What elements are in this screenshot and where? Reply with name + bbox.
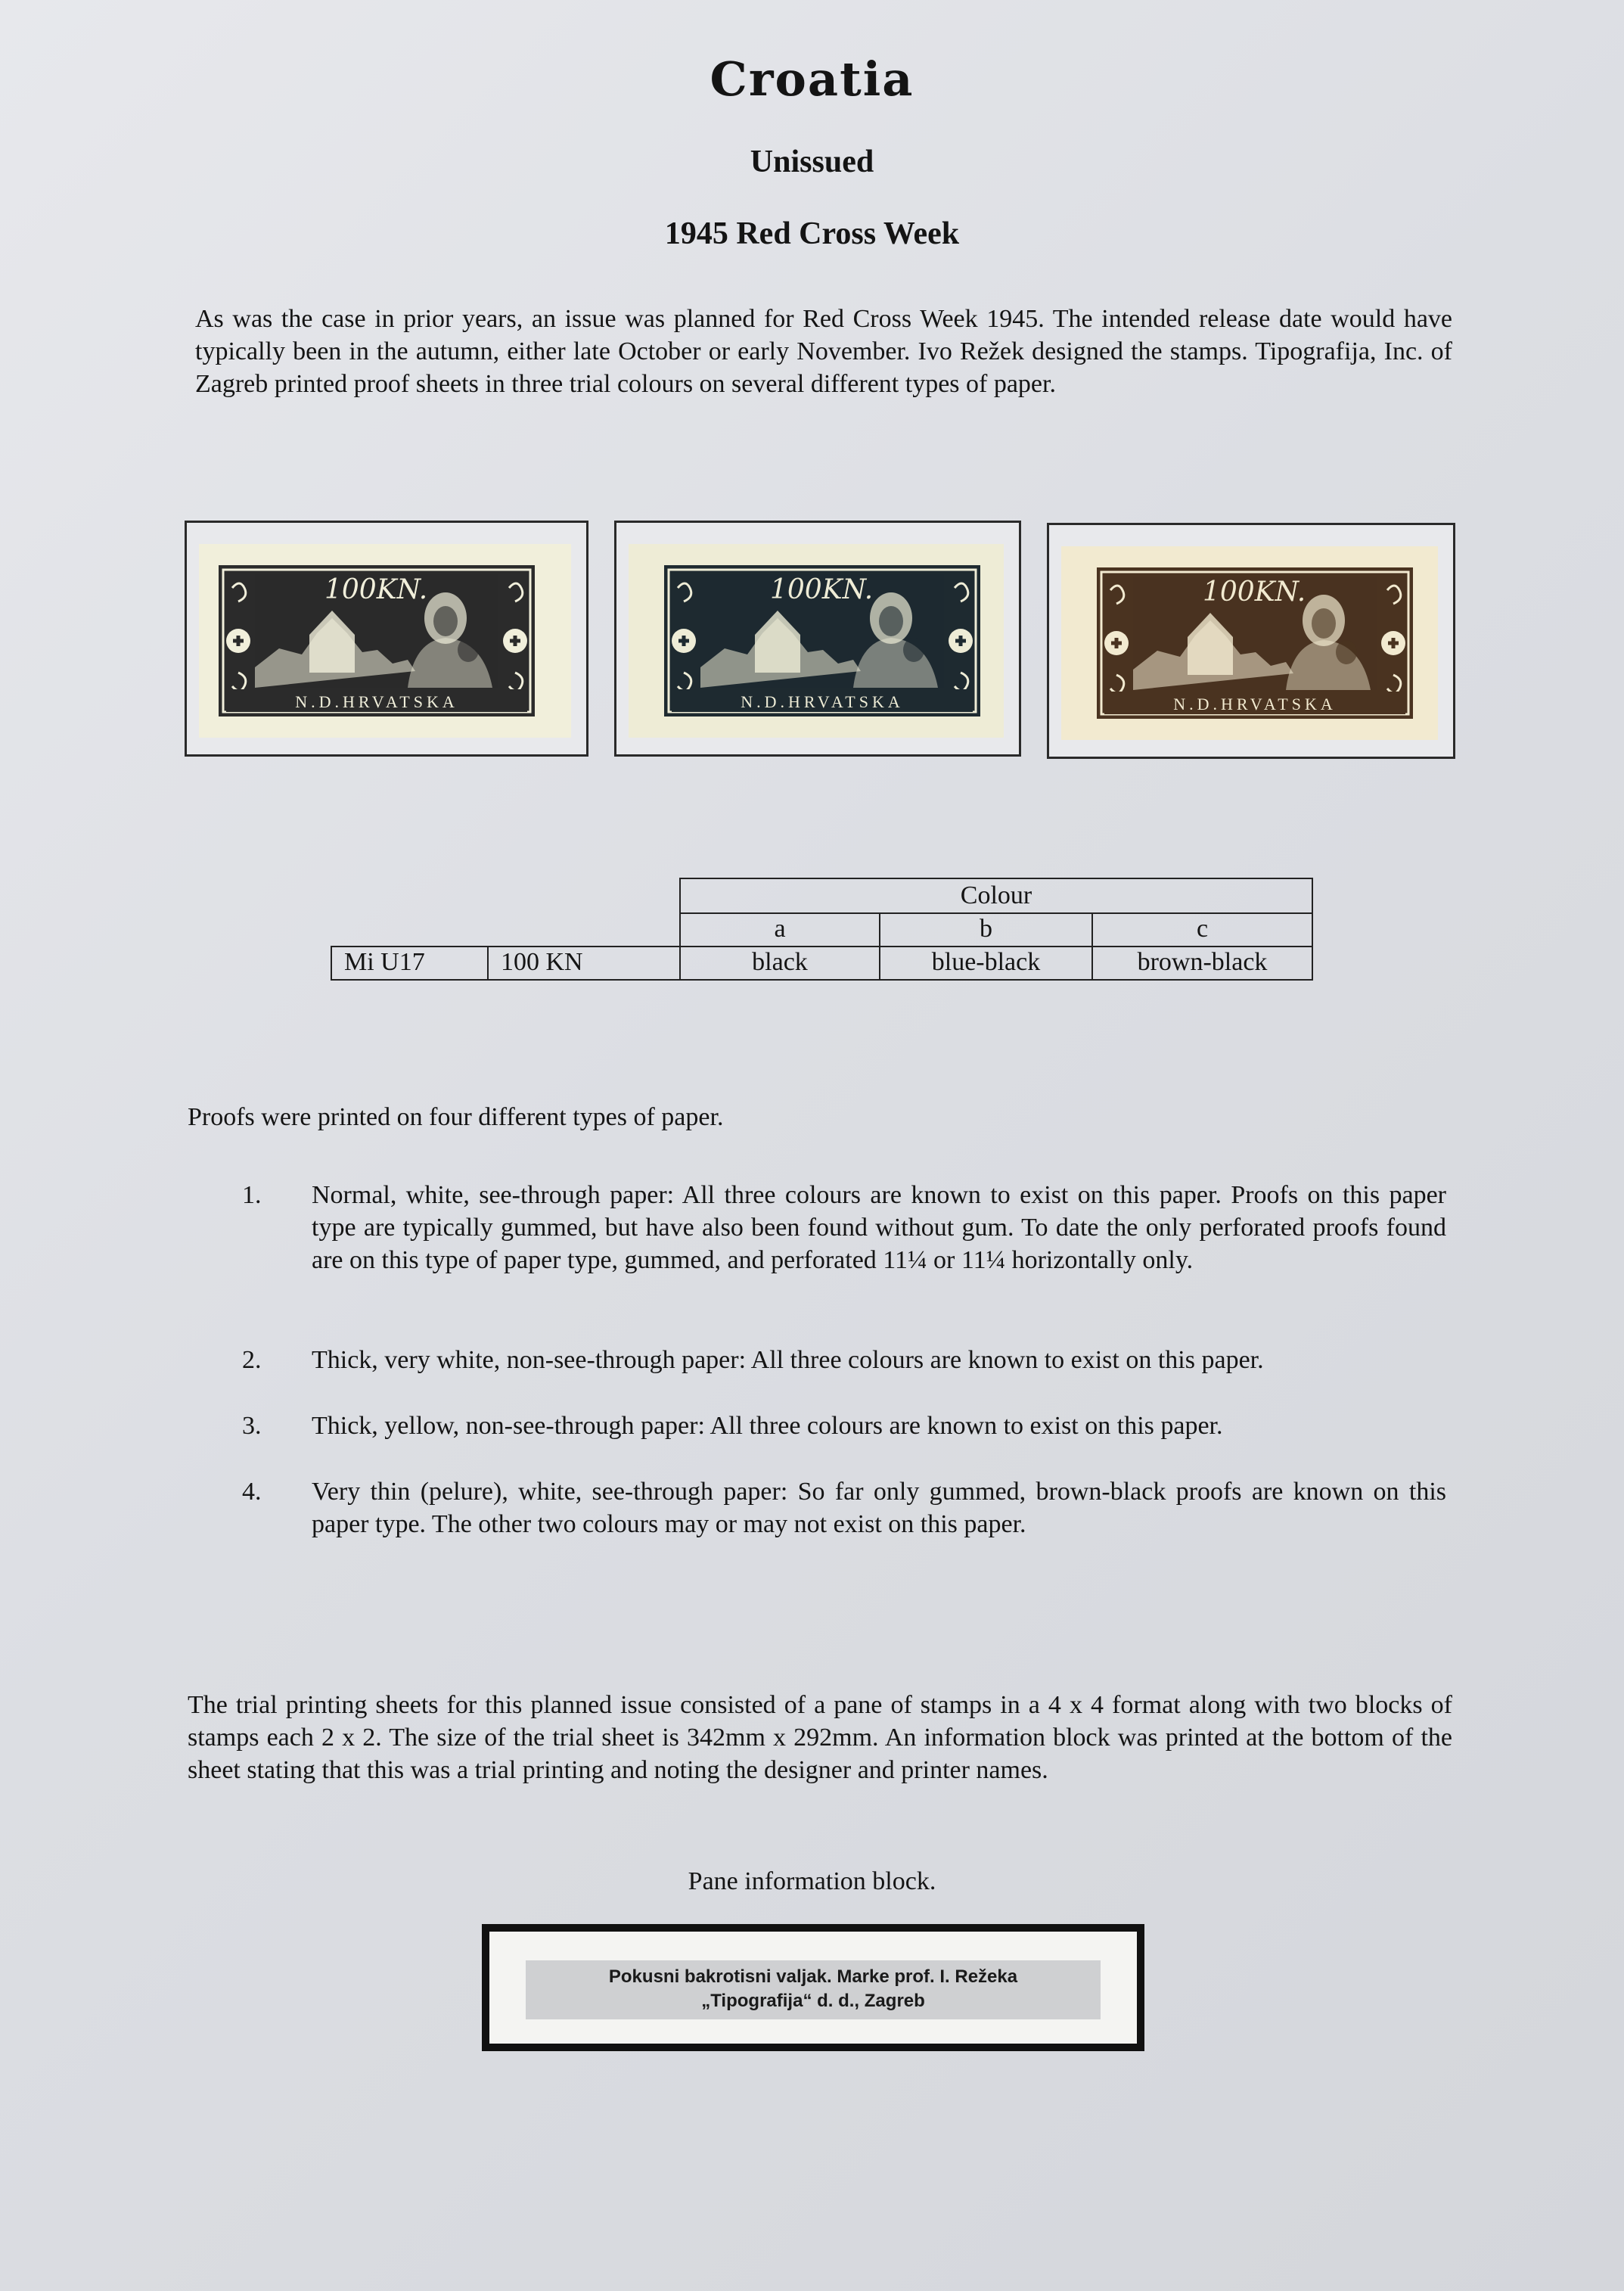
list-number: 2. (242, 1346, 262, 1374)
stamp-value-text: 100KN. (770, 574, 874, 605)
catalogue-number: Mi U17 (331, 946, 489, 981)
list-text: Thick, very white, non-see-through paper: All three colours are known to exist on this paper. (312, 1346, 1264, 1374)
colour-c: brown-black (1091, 946, 1313, 981)
colour-letter-a: a (679, 912, 880, 947)
country-title: Croatia (710, 51, 914, 107)
colour-letter-c: c (1091, 912, 1313, 947)
list-text: Normal, white, see-through paper: All three colours are known to exist on this paper. Proofs on this paper type are typically gummed, but have also been found without gum. To date the only perforated proofs found are on this type of paper type, gummed, and perforated 11¼ or 11¼ horizontally only. (312, 1181, 1446, 1274)
stamp-value-text: 100KN. (1203, 577, 1306, 608)
intro-paragraph: As was the case in prior years, an issue was planned for Red Cross Week 1945. The intended release date would have typically been in the autumn, either late October or early November. Ivo Režek designed the stamps. Tipografija, Inc. of Zagreb printed proof sheets in three trial colours on several different types of paper. (195, 305, 1452, 398)
trial-sheet-paragraph: The trial printing sheets for this planned issue consisted of a pane of stamps in a 4 x 4 format along with two blocks of stamps each 2 x 2. The size of the trial sheet is 342mm x 292mm. An information block was printed at the bottom of the sheet stating that this was a trial printing and noting the designer and printer names. (188, 1691, 1452, 1784)
pane-information-block (482, 1924, 1144, 2051)
list-text: Very thin (pelure), white, see-through paper: So far only gummed, brown-black proofs are known on this paper type. The other two colours may or may not exist on this paper. (312, 1478, 1446, 1538)
colour-letter-b: b (879, 912, 1093, 947)
list-text: Thick, yellow, non-see-through paper: All three colours are known to exist on this paper. (312, 1412, 1223, 1440)
stamp-image (219, 565, 535, 717)
colour-a: black (679, 946, 880, 981)
stamp-country-text: N.D.HRVATSKA (741, 692, 904, 711)
denomination: 100 KN (487, 946, 681, 981)
stamp-frame-blue-black (614, 521, 1021, 757)
proofs-intro: Proofs were printed on four different types of paper. (188, 1103, 724, 1131)
stamp-value-text: 100KN. (324, 574, 428, 605)
list-number: 1. (242, 1181, 262, 1209)
stamp-image (660, 565, 984, 717)
colour-b: blue-black (879, 946, 1093, 981)
pane-caption: Pane information block. (688, 1867, 936, 1895)
colour-header: Colour (679, 878, 1313, 914)
info-block-text (526, 1960, 1101, 2019)
info-line-1: Pokusni bakrotisni valjak. Marke prof. I. Režeka (608, 1966, 1018, 1987)
info-line-2: „Tipografija“ d. d., Zagreb (701, 1991, 925, 2011)
issue-title: 1945 Red Cross Week (664, 216, 960, 251)
list-number: 3. (242, 1412, 262, 1440)
stamp-frame-brown-black (1047, 523, 1455, 759)
stamp-image (1093, 567, 1417, 719)
stamp-frame-black (185, 521, 588, 757)
stamp-country-text: N.D.HRVATSKA (295, 692, 458, 711)
stamp-country-text: N.D.HRVATSKA (1173, 695, 1337, 713)
list-number: 4. (242, 1478, 262, 1506)
page-subtitle: Unissued (750, 145, 874, 179)
